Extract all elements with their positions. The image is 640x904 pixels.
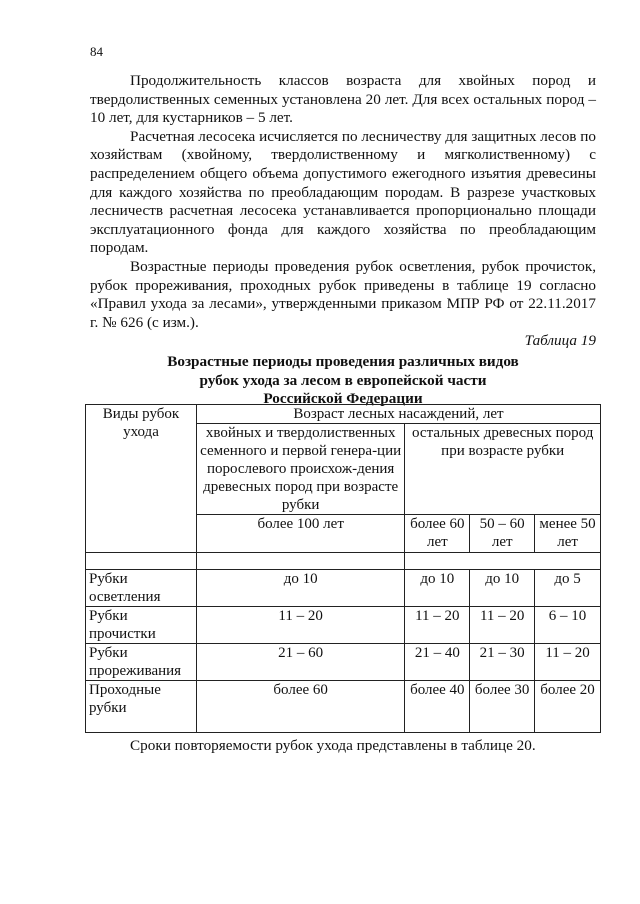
cell: до 10 bbox=[405, 570, 470, 607]
paragraph-3: Возрастные периоды проведения рубок осветления, рубок прочисток, рубок прореживания, проходных рубок приведены в таблице 19 согласно «Правил ухода за лесами», утвержденными приказом МПР РФ от 22.11.2017 г. № 626 (с изм.). bbox=[90, 257, 596, 331]
cell: до 10 bbox=[196, 570, 404, 607]
row-name: Проходные рубки bbox=[86, 681, 197, 733]
table-title-line: Возрастные периоды проведения различных видов bbox=[167, 352, 519, 370]
table-row bbox=[86, 644, 601, 681]
spacer-row bbox=[86, 553, 601, 570]
closing-text: Сроки повторяемости рубок ухода представлены в таблице 20. bbox=[130, 737, 536, 754]
table-row bbox=[86, 681, 601, 733]
header-age: более 100 лет bbox=[196, 515, 404, 553]
header-row-label: Виды рубок ухода bbox=[86, 405, 197, 553]
cell: 11 – 20 bbox=[470, 607, 535, 644]
cell: более 60 bbox=[196, 681, 404, 733]
row-name: Рубки прореживания bbox=[86, 644, 197, 681]
paragraph-2: Расчетная лесосека исчисляется по лесничеству для защитных лесов по хозяйствам (хвойному, твердолиственному и мягколиственному) с распределением общего объема допустимого ежегодного изъятия древесины для каждого хозяйства по преобладающим породам. В разрезе участковых лесничеств расчетная лесосека устанавливается пропорционально площади эксплуатационного фонда для каждого хозяйства по преобладающим породам. bbox=[90, 127, 596, 257]
cell: 6 – 10 bbox=[535, 607, 601, 644]
table-row bbox=[86, 607, 601, 644]
cell: 21 – 30 bbox=[470, 644, 535, 681]
cell: 21 – 60 bbox=[196, 644, 404, 681]
table-title bbox=[90, 353, 596, 409]
row-name: Рубки прочистки bbox=[86, 607, 197, 644]
cell: 11 – 20 bbox=[405, 607, 470, 644]
header-conifer: хвойных и твердолиственных семенного и первой генера-ции порослевого происхож-дения древесных пород при возрасте рубки bbox=[196, 424, 404, 515]
cell: 21 – 40 bbox=[405, 644, 470, 681]
row-name: Рубки осветления bbox=[86, 570, 197, 607]
cell: более 30 bbox=[470, 681, 535, 733]
header-group: Возраст лесных насаждений, лет bbox=[196, 405, 600, 424]
header-age: более 60 лет bbox=[405, 515, 470, 553]
data-table bbox=[85, 404, 601, 733]
cell: до 5 bbox=[535, 570, 601, 607]
header-other: остальных древесных пород при возрасте рубки bbox=[405, 424, 601, 515]
cell: 11 – 20 bbox=[535, 644, 601, 681]
table-row bbox=[86, 570, 601, 607]
table-title-line: рубок ухода за лесом в европейской части bbox=[199, 371, 487, 389]
page-number: 84 bbox=[90, 44, 103, 59]
paragraph-1: Продолжительность классов возраста для хвойных пород и твердолиственных семенных установлена 20 лет. Для всех остальных пород – 10 лет, для кустарников – 5 лет. bbox=[90, 72, 596, 127]
table-title-line: Российской Федерации bbox=[263, 390, 423, 408]
header-age: 50 – 60 лет bbox=[470, 515, 535, 553]
table-caption: Таблица 19 bbox=[524, 332, 596, 350]
header-age: менее 50 лет bbox=[535, 515, 601, 553]
body-text bbox=[90, 72, 596, 409]
cell: 11 – 20 bbox=[196, 607, 404, 644]
cell: более 20 bbox=[535, 681, 601, 733]
cell: до 10 bbox=[470, 570, 535, 607]
cell: более 40 bbox=[405, 681, 470, 733]
